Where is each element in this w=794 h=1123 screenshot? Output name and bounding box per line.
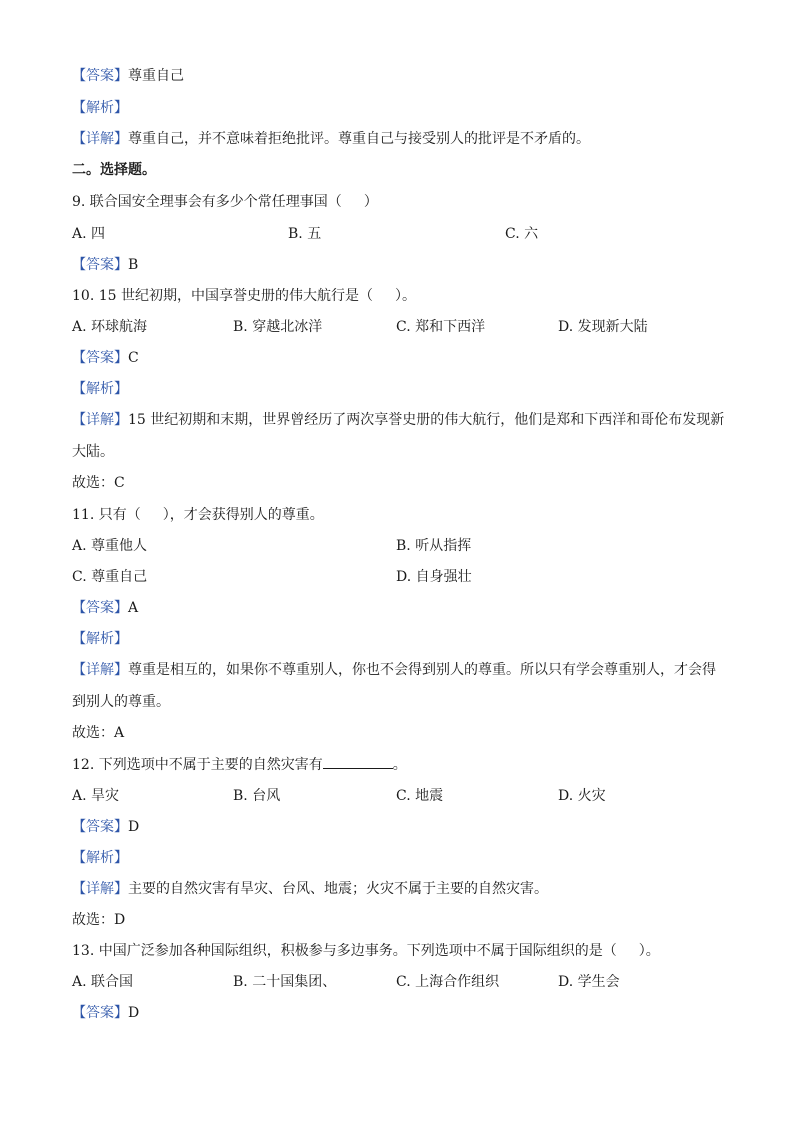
- option-c: C. 六: [505, 226, 539, 242]
- stem-text: 13. 中国广泛参加各种国际组织，积极参与多边事务。下列选项中不属于国际组织的是（: [72, 943, 617, 959]
- option-a: A. 尊重他人: [72, 538, 148, 554]
- stem-text-end: ）: [363, 194, 378, 210]
- option-c: C. 郑和下西洋: [396, 319, 486, 335]
- answer-line: [72, 818, 139, 836]
- analysis-line: [72, 99, 128, 117]
- detail-text: 主要的自然灾害有旱灾、台风、地震；火灾不属于主要的自然灾害。: [128, 881, 548, 897]
- question-stem-13: [72, 942, 660, 960]
- question-stem-11: [72, 506, 324, 524]
- question-stem-12: [72, 756, 407, 774]
- question-stem-10: [72, 287, 416, 305]
- option-c: C. 尊重自己: [72, 569, 148, 585]
- stem-text-end: 。: [392, 757, 407, 773]
- question-stem-9: [72, 193, 378, 211]
- answer-line: [72, 599, 138, 617]
- answer-value: A: [128, 600, 139, 616]
- option-b: B. 二十国集团、: [233, 974, 337, 990]
- answer-line: [72, 67, 184, 85]
- option-b: B. 台风: [233, 788, 281, 804]
- answer-tag: 【答案】: [72, 257, 128, 273]
- answer-tag: 【答案】: [72, 600, 128, 616]
- stem-text-end: ）。: [638, 943, 660, 959]
- answer-blank: [323, 756, 393, 769]
- analysis-line: [72, 849, 128, 867]
- option-a: A. 四: [72, 226, 106, 242]
- stem-text: 9. 联合国安全理事会有多少个常任理事国（: [72, 194, 342, 210]
- answer-tag: 【答案】: [72, 68, 128, 84]
- stem-text: 10. 15 世纪初期，中国享誉史册的伟大航行是（: [72, 288, 373, 304]
- option-b: B. 听从指挥: [396, 538, 472, 554]
- detail-tag: 【详解】: [72, 131, 128, 147]
- detail-continuation: 大陆。: [72, 444, 114, 460]
- answer-line: [72, 1004, 139, 1022]
- analysis-tag: 【解析】: [72, 381, 128, 397]
- answer-tag: 【答案】: [72, 350, 128, 366]
- detail-text: 15 世纪初期和末期，世界曾经历了两次享誉史册的伟大航行，他们是郑和下西洋和哥伦布发现新: [128, 412, 725, 428]
- option-a: A. 联合国: [72, 974, 134, 990]
- analysis-tag: 【解析】: [72, 100, 128, 116]
- option-c: C. 地震: [396, 788, 444, 804]
- option-d: D. 自身强壮: [396, 569, 472, 585]
- stem-text-end: ）。: [394, 288, 416, 304]
- stem-text: 11. 只有（: [72, 507, 141, 523]
- answer-value: 尊重自己: [128, 68, 184, 84]
- answer-value: C: [128, 350, 139, 366]
- option-b: B. 穿越北冰洋: [233, 319, 323, 335]
- choice-line: 故选：C: [72, 475, 125, 491]
- answer-value: D: [128, 1005, 140, 1021]
- analysis-line: [72, 380, 128, 398]
- detail-continuation: 到别人的尊重。: [72, 694, 170, 710]
- detail-tag: 【详解】: [72, 412, 128, 428]
- option-d: D. 火灾: [558, 788, 606, 804]
- analysis-tag: 【解析】: [72, 631, 128, 647]
- option-c: C. 上海合作组织: [396, 974, 500, 990]
- option-d: D. 学生会: [558, 974, 620, 990]
- option-a: A. 旱灾: [72, 788, 120, 804]
- answer-tag: 【答案】: [72, 819, 128, 835]
- option-d: D. 发现新大陆: [558, 319, 648, 335]
- detail-tag: 【详解】: [72, 881, 128, 897]
- section-title: 二。选择题。: [72, 162, 156, 178]
- detail-line: [72, 130, 590, 148]
- answer-value: B: [128, 257, 139, 273]
- detail-line: [72, 880, 548, 898]
- stem-text-end: ），才会获得别人的尊重。: [162, 507, 324, 523]
- stem-text: 12. 下列选项中不属于主要的自然灾害有: [72, 757, 323, 773]
- detail-text: 尊重自己，并不意味着拒绝批评。尊重自己与接受别人的批评是不矛盾的。: [128, 131, 590, 147]
- answer-tag: 【答案】: [72, 1005, 128, 1021]
- answer-line: [72, 349, 139, 367]
- detail-line: [72, 661, 716, 679]
- option-b: B. 五: [288, 226, 322, 242]
- choice-line: 故选：A: [72, 725, 125, 741]
- answer-line: [72, 256, 138, 274]
- detail-tag: 【详解】: [72, 662, 128, 678]
- choice-line: 故选：D: [72, 912, 126, 928]
- detail-text: 尊重是相互的，如果你不尊重别人，你也不会得到别人的尊重。所以只有学会尊重别人，才会得: [128, 662, 716, 678]
- analysis-line: [72, 630, 128, 648]
- option-a: A. 环球航海: [72, 319, 148, 335]
- detail-line: [72, 411, 724, 429]
- answer-value: D: [128, 819, 140, 835]
- analysis-tag: 【解析】: [72, 850, 128, 866]
